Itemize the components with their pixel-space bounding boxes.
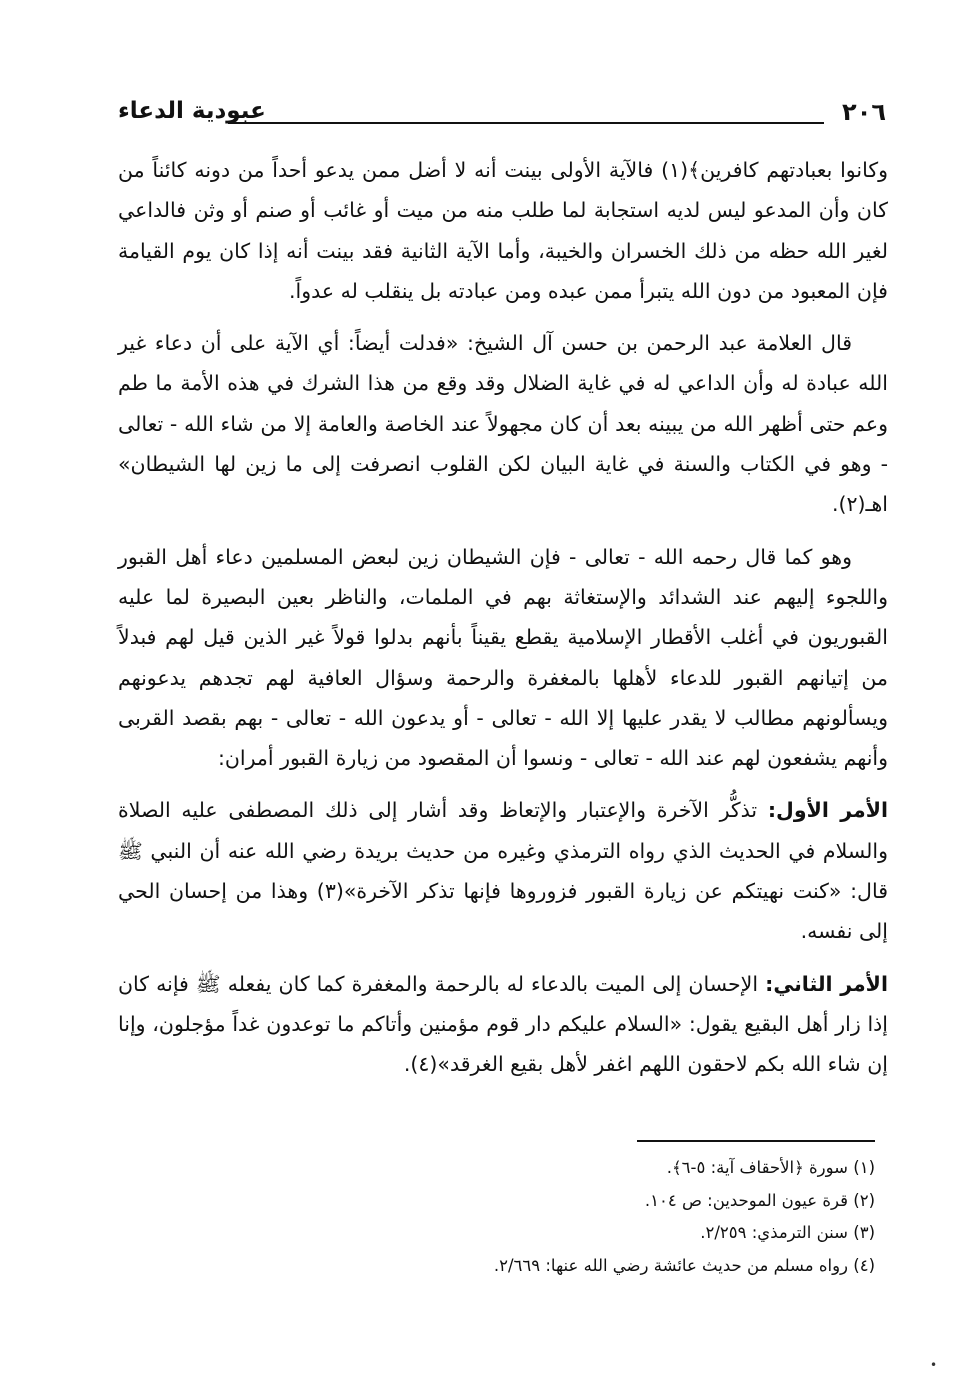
first-matter-term: الأمر الأول: [767,798,888,823]
paragraph-grave-visits [118,537,888,779]
footnotes-list [175,1152,875,1282]
running-header [118,92,886,132]
footnote-2: (٢) قرة عيون الموحدين: ص ١٠٤. [644,1190,875,1210]
paragraph-text: الإحسان إلى الميت بالدعاء له بالرحمة والمغفرة كما كان يفعله ﷺ فإنه كان إذا زار أهل البقيع يقول: «السلام عليكم دار قوم مؤمنين وأتاكم ما توعدون غداً مؤجلون، وإنا إن شاء الله بكم لاحقون اللهم اغفر لأهل بقيع الغرقد»(٤). [118,971,888,1077]
footnote-separator [637,1140,875,1142]
paragraph-text: قال العلامة عبد الرحمن بن حسن آل الشيخ: «فدلت أيضاً: أي الآية على أن دعاء غير الله عبادة له وأن الداعي له في غاية الضلال وقد وقع من هذا الشرك في هذه الأمة ما طم وعم حتى أظهر الله من يبينه بعد أن كان مجهولاً عند الخاصة والعامة إلا من شاء الله - تعالى - وهو في الكتاب والسنة في غاية البيان لكن القلوب انصرفت إلى ما زين لها الشيطان» اهـ(٢). [118,331,888,517]
header-rule [228,122,824,124]
paragraph-text: وكانوا بعبادتهم كافرين﴾(١) فالآية الأولى بينت أنه لا أضل ممن يدعو أحداً من دونه كائناً من كان وأن المدعو ليس لديه استجابة لما طلب منه من ميت أو غائب أو صنم أو وثن فالداعي لغير الله حظه من ذلك الخسران والخيبة، وأما الآية الثانية فقد بينت أنه إذا كان يوم القيامة فإن المعبود من دون الله يتبرأ ممن عبده ومن عبادته بل ينقلب له عدواً. [118,158,888,303]
paragraph-text: وهو كما قال رحمه الله - تعالى - فإن الشيطان زين لبعض المسلمين دعاء أهل القبور واللجوء إليهم عند الشدائد والإستغاثة بهم في الملمات، والناظر بعين البصيرة لما عليه القبوريون في أغلب الأقطار الإسلامية يقطع يقيناً بأنهم بدلوا قولاً غير الذين قيل لهم فبدلاً من إتيانهم القبور للدعاء لأهلها بالمغفرة والرحمة وسؤال العافية لهم تجدهم يدعونهم ويسألونهم مطالب لا يقدر عليها إلا الله - تعالى - أو يدعون الله - تعالى - بهم بقصد القربى وأنهم يشفعون لهم عند الله - تعالى - ونسوا أن المقصود من زيارة القبور أمران: [118,544,888,771]
paragraph-second-matter [118,964,888,1085]
page-number: ٢٠٦ [842,98,886,126]
scan-mark: • [930,1358,938,1372]
footnote-4: (٤) رواه مسلم من حديث عائشة رضي الله عنها: ٢/٦٦٩. [493,1255,875,1275]
paragraph-first-matter [118,790,888,951]
running-title: عبودية الدعاء [118,98,266,124]
paragraph-quran-commentary [118,150,888,311]
second-matter-term: الأمر الثاني: [765,971,888,996]
paragraph-ibn-hasan-quote [118,323,888,524]
paragraph-text: تذكُّر الآخرة والإعتبار والإتعاظ وقد أشار إلى ذلك المصطفى عليه الصلاة والسلام في الحديث الذي رواه الترمذي وغيره من حديث بريدة رضي الله عنه أن النبي ﷺ قال: «كنت نهيتكم عن زيارة القبور فزوروها فإنها تذكر الآخرة»(٣) وهذا من إحسان الحي إلى نفسه. [118,798,888,944]
main-text [118,150,888,1085]
footnote-1: (١) سورة ﴿الأحقاف آية: ٥-٦﴾. [666,1158,875,1177]
footnote-3: (٣) سنن الترمذي: ٢/٢٥٩. [700,1223,875,1242]
